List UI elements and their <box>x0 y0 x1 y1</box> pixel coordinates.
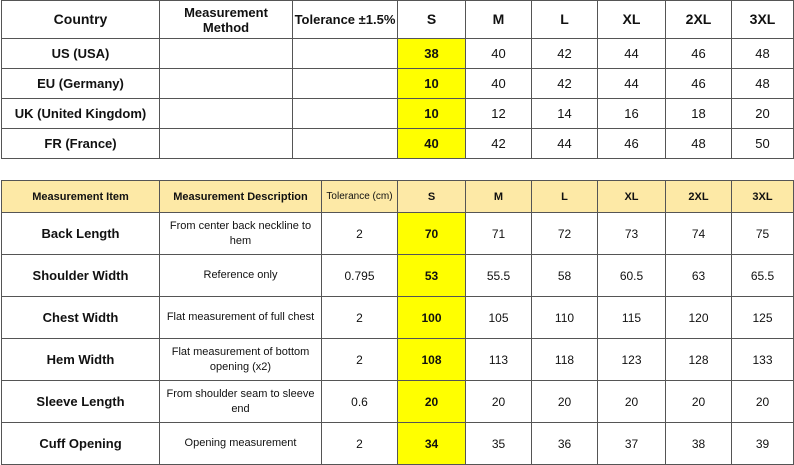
tolerance-cell: 2 <box>322 213 398 255</box>
header-tolerance-cm: Tolerance (cm) <box>322 181 398 213</box>
size-l-cell: 14 <box>532 99 598 129</box>
method-cell <box>160 39 293 69</box>
size-2xl-cell: 63 <box>666 255 732 297</box>
measurement-item-cell: Back Length <box>2 213 160 255</box>
size-s-cell: 100 <box>398 297 466 339</box>
size-xl-cell: 44 <box>598 39 666 69</box>
size-3xl-cell: 125 <box>732 297 794 339</box>
table-row <box>2 297 794 339</box>
size-l-cell: 36 <box>532 423 598 465</box>
size-2xl-cell: 120 <box>666 297 732 339</box>
header-size-s: S <box>398 181 466 213</box>
header-size-s: S <box>398 1 466 39</box>
country-cell: EU (Germany) <box>2 69 160 99</box>
table-row <box>2 129 794 159</box>
size-l-cell: 20 <box>532 381 598 423</box>
size-xl-cell: 37 <box>598 423 666 465</box>
size-m-cell: 113 <box>466 339 532 381</box>
size-xl-cell: 115 <box>598 297 666 339</box>
size-l-cell: 42 <box>532 39 598 69</box>
tolerance-cell: 2 <box>322 297 398 339</box>
size-s-cell: 70 <box>398 213 466 255</box>
size-s-cell: 10 <box>398 69 466 99</box>
size-xl-cell: 73 <box>598 213 666 255</box>
size-l-cell: 72 <box>532 213 598 255</box>
size-s-cell: 10 <box>398 99 466 129</box>
size-3xl-cell: 75 <box>732 213 794 255</box>
country-cell: UK (United Kingdom) <box>2 99 160 129</box>
method-cell <box>160 129 293 159</box>
size-2xl-cell: 74 <box>666 213 732 255</box>
measurement-item-cell: Sleeve Length <box>2 381 160 423</box>
size-m-cell: 20 <box>466 381 532 423</box>
table-row <box>2 213 794 255</box>
size-xl-cell: 44 <box>598 69 666 99</box>
size-2xl-cell: 38 <box>666 423 732 465</box>
size-2xl-cell: 46 <box>666 69 732 99</box>
measurement-description-cell: Opening measurement <box>160 423 322 465</box>
size-3xl-cell: 20 <box>732 99 794 129</box>
size-s-cell: 108 <box>398 339 466 381</box>
header-country: Country <box>2 1 160 39</box>
header-size-m: M <box>466 1 532 39</box>
table-header-row <box>2 181 794 213</box>
table-row <box>2 69 794 99</box>
size-s-cell: 40 <box>398 129 466 159</box>
header-size-l: L <box>532 181 598 213</box>
size-3xl-cell: 20 <box>732 381 794 423</box>
measurement-description-cell: From shoulder seam to sleeve end <box>160 381 322 423</box>
table-row <box>2 339 794 381</box>
table-header-row <box>2 1 794 39</box>
tolerance-cell: 2 <box>322 423 398 465</box>
size-l-cell: 118 <box>532 339 598 381</box>
country-cell: US (USA) <box>2 39 160 69</box>
size-xl-cell: 60.5 <box>598 255 666 297</box>
size-xl-cell: 16 <box>598 99 666 129</box>
measurement-item-cell: Shoulder Width <box>2 255 160 297</box>
header-tolerance: Tolerance ±1.5% <box>293 1 398 39</box>
size-l-cell: 44 <box>532 129 598 159</box>
size-m-cell: 35 <box>466 423 532 465</box>
tolerance-cell <box>293 69 398 99</box>
measurement-description-cell: From center back neckline to hem <box>160 213 322 255</box>
size-2xl-cell: 46 <box>666 39 732 69</box>
measurement-table <box>1 180 794 465</box>
measurement-description-cell: Reference only <box>160 255 322 297</box>
header-measurement-method: Measurement Method <box>160 1 293 39</box>
size-3xl-cell: 48 <box>732 69 794 99</box>
header-measurement-item: Measurement Item <box>2 181 160 213</box>
header-size-3xl: 3XL <box>732 181 794 213</box>
size-m-cell: 42 <box>466 129 532 159</box>
size-s-cell: 34 <box>398 423 466 465</box>
size-3xl-cell: 39 <box>732 423 794 465</box>
size-l-cell: 58 <box>532 255 598 297</box>
table-row <box>2 99 794 129</box>
measurement-item-cell: Cuff Opening <box>2 423 160 465</box>
size-m-cell: 105 <box>466 297 532 339</box>
header-size-xl: XL <box>598 181 666 213</box>
table-row <box>2 39 794 69</box>
country-size-table <box>1 0 794 159</box>
header-size-xl: XL <box>598 1 666 39</box>
header-size-3xl: 3XL <box>732 1 794 39</box>
header-measurement-description: Measurement Description <box>160 181 322 213</box>
header-size-2xl: 2XL <box>666 181 732 213</box>
header-size-m: M <box>466 181 532 213</box>
size-3xl-cell: 65.5 <box>732 255 794 297</box>
size-3xl-cell: 48 <box>732 39 794 69</box>
size-m-cell: 71 <box>466 213 532 255</box>
size-l-cell: 110 <box>532 297 598 339</box>
tolerance-cell: 2 <box>322 339 398 381</box>
table-row <box>2 381 794 423</box>
size-2xl-cell: 18 <box>666 99 732 129</box>
table-row <box>2 255 794 297</box>
measurement-description-cell: Flat measurement of full chest <box>160 297 322 339</box>
size-2xl-cell: 20 <box>666 381 732 423</box>
size-2xl-cell: 48 <box>666 129 732 159</box>
size-s-cell: 53 <box>398 255 466 297</box>
size-l-cell: 42 <box>532 69 598 99</box>
size-3xl-cell: 133 <box>732 339 794 381</box>
size-xl-cell: 123 <box>598 339 666 381</box>
size-xl-cell: 20 <box>598 381 666 423</box>
tolerance-cell: 0.795 <box>322 255 398 297</box>
header-size-2xl: 2XL <box>666 1 732 39</box>
country-cell: FR (France) <box>2 129 160 159</box>
tolerance-cell <box>293 99 398 129</box>
size-m-cell: 40 <box>466 69 532 99</box>
tolerance-cell: 0.6 <box>322 381 398 423</box>
method-cell <box>160 99 293 129</box>
size-s-cell: 38 <box>398 39 466 69</box>
measurement-item-cell: Chest Width <box>2 297 160 339</box>
table-row <box>2 423 794 465</box>
tolerance-cell <box>293 129 398 159</box>
measurement-item-cell: Hem Width <box>2 339 160 381</box>
size-m-cell: 12 <box>466 99 532 129</box>
size-m-cell: 40 <box>466 39 532 69</box>
size-2xl-cell: 128 <box>666 339 732 381</box>
tolerance-cell <box>293 39 398 69</box>
measurement-description-cell: Flat measurement of bottom opening (x2) <box>160 339 322 381</box>
size-3xl-cell: 50 <box>732 129 794 159</box>
size-m-cell: 55.5 <box>466 255 532 297</box>
size-xl-cell: 46 <box>598 129 666 159</box>
method-cell <box>160 69 293 99</box>
header-size-l: L <box>532 1 598 39</box>
size-s-cell: 20 <box>398 381 466 423</box>
